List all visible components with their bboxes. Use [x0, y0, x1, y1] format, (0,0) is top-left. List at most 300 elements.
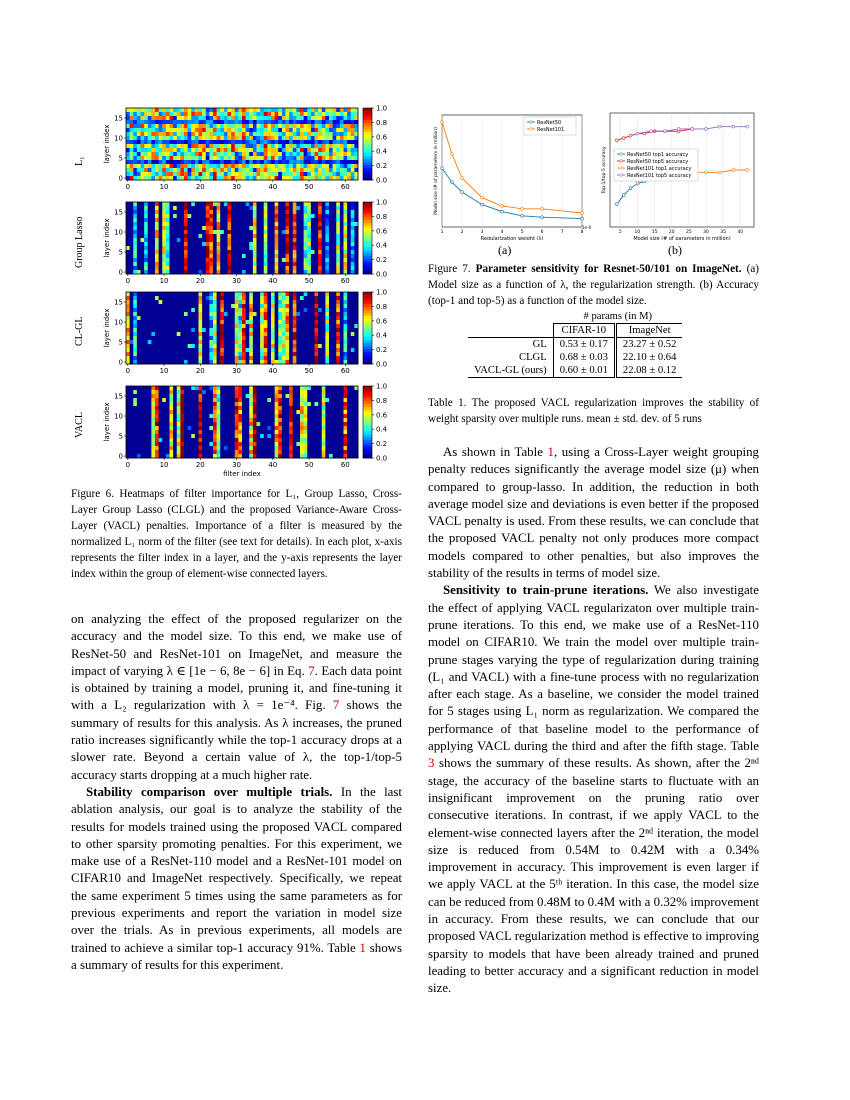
heatmap-cell [209, 442, 213, 446]
heatmap-cell [148, 152, 152, 156]
heatmap-cell [257, 394, 261, 398]
heatmap-cell [235, 386, 239, 390]
heatmap-cell [271, 168, 275, 172]
heatmap-cell [155, 430, 159, 434]
heatmap-cell [304, 426, 308, 430]
heatmap-cell [275, 352, 279, 356]
heatmap-cell [206, 234, 210, 238]
heatmap-cell [170, 406, 174, 410]
heatmap-cell [148, 218, 152, 222]
heatmap-cell [155, 398, 159, 402]
heatmap-cell [238, 222, 242, 226]
heatmap-cell [300, 172, 304, 176]
heatmap-cell [173, 202, 177, 206]
heatmap-cell [151, 438, 155, 442]
heatmap-cell [166, 296, 170, 300]
heatmap-cell [336, 156, 340, 160]
heatmap-cell [220, 316, 224, 320]
heatmap-cell [213, 442, 217, 446]
heatmap-cell [253, 214, 257, 218]
heatmap-cell [177, 258, 181, 262]
heatmap-cell [141, 336, 145, 340]
heatmap-cell [170, 336, 174, 340]
heatmap-cell [166, 132, 170, 136]
heatmap-cell [315, 390, 319, 394]
heatmap-cell [278, 430, 282, 434]
heatmap-cell [286, 406, 290, 410]
x-tick-label: 50 [304, 183, 314, 191]
heatmap-cell [286, 442, 290, 446]
heatmap-cell [253, 152, 257, 156]
heatmap-cell [242, 450, 246, 454]
heatmap-cell [264, 230, 268, 234]
heatmap-cell [311, 246, 315, 250]
heatmap-cell [318, 308, 322, 312]
heatmap-cell [275, 238, 279, 242]
heatmap-cell [141, 140, 145, 144]
heatmap-cell [141, 234, 145, 238]
heatmap-cell [188, 250, 192, 254]
heatmap-cell [148, 230, 152, 234]
heatmap-cell [213, 292, 217, 296]
heatmap-cell [311, 234, 315, 238]
heatmap-cell [188, 394, 192, 398]
heatmap-cell [228, 112, 232, 116]
heatmap-cell [325, 406, 329, 410]
heatmap-cell [148, 250, 152, 254]
heatmap-cell [293, 254, 297, 258]
heatmap-cell [242, 116, 246, 120]
heatmap-cell [148, 160, 152, 164]
heatmap-cell [333, 312, 337, 316]
heatmap-cell [195, 116, 199, 120]
heatmap-cell [267, 344, 271, 348]
heatmap-cell [253, 112, 257, 116]
heatmap-cell [228, 304, 232, 308]
heatmap-cell [271, 112, 275, 116]
heatmap-cell [264, 292, 268, 296]
heatmap-cell [141, 108, 145, 112]
heatmap-cell [224, 136, 228, 140]
heatmap-cell [304, 258, 308, 262]
heatmap-cell [329, 230, 333, 234]
heatmap-cell [180, 120, 184, 124]
heatmap-cell [282, 230, 286, 234]
heatmap-cell [141, 152, 145, 156]
heatmap-cell [249, 124, 253, 128]
heatmap-cell [202, 312, 206, 316]
heatmap-cell [188, 148, 192, 152]
heatmap-cell [162, 164, 166, 168]
heatmap-cell [307, 324, 311, 328]
heatmap-cell [126, 250, 130, 254]
heatmap-cell [231, 112, 235, 116]
heatmap-cell [209, 336, 213, 340]
heatmap-cell [126, 108, 130, 112]
heatmap-cell [217, 140, 221, 144]
heatmap-cell [282, 250, 286, 254]
heatmap-cell [130, 426, 134, 430]
heatmap-cell [293, 234, 297, 238]
heatmap-cell [278, 250, 282, 254]
heatmap-cell [286, 242, 290, 246]
heatmap-cell [267, 246, 271, 250]
heatmap-cell [141, 418, 145, 422]
heatmap-cell [137, 152, 141, 156]
heatmap-cell [191, 152, 195, 156]
heatmap-cell [286, 422, 290, 426]
heatmap-cell [166, 320, 170, 324]
heatmap-cell [184, 128, 188, 132]
heatmap-cell [278, 344, 282, 348]
heatmap-cell [267, 414, 271, 418]
heatmap-cell [296, 300, 300, 304]
heatmap-cell [184, 226, 188, 230]
heatmap-cell [333, 254, 337, 258]
heatmap-cell [180, 324, 184, 328]
heatmap-cell [206, 230, 210, 234]
heatmap-cell [304, 108, 308, 112]
heatmap-cell [347, 308, 351, 312]
heatmap-cell [300, 164, 304, 168]
heatmap-cell [246, 242, 250, 246]
heatmap-cell [159, 418, 163, 422]
heatmap-cell [267, 320, 271, 324]
heatmap-cell [242, 234, 246, 238]
heatmap-cell [180, 172, 184, 176]
heatmap-cell [315, 446, 319, 450]
heatmap-cell [209, 340, 213, 344]
colorbar-step [363, 325, 372, 328]
heatmap-cell [195, 324, 199, 328]
heatmap-cell [206, 262, 210, 266]
heatmap-cell [278, 328, 282, 332]
heatmap-cell [260, 356, 264, 360]
heatmap-cell [162, 422, 166, 426]
heatmap-cell [347, 296, 351, 300]
heatmap-cell [228, 344, 232, 348]
heatmap-cell [311, 214, 315, 218]
x-tick-label: 10 [159, 367, 169, 375]
heatmap-cell [173, 332, 177, 336]
heatmap-cell [235, 242, 239, 246]
heatmap-cell [347, 300, 351, 304]
heatmap-cell [271, 226, 275, 230]
heatmap-cell [184, 312, 188, 316]
heatmap-cell [238, 152, 242, 156]
heatmap-cell [293, 202, 297, 206]
heatmap-cell [231, 132, 235, 136]
heatmap-cell [257, 242, 261, 246]
heatmap-cell [329, 128, 333, 132]
data-point [581, 212, 584, 215]
heatmap-cell [235, 230, 239, 234]
heatmap-cell [307, 202, 311, 206]
heatmap-cell [126, 402, 130, 406]
heatmap-cell [173, 238, 177, 242]
heatmap-cell [202, 430, 206, 434]
heatmap-cell [188, 434, 192, 438]
heatmap-cell [144, 292, 148, 296]
heatmap-cell [322, 344, 326, 348]
heatmap-cell [336, 402, 340, 406]
heatmap-cell [130, 296, 134, 300]
heatmap-cell [209, 300, 213, 304]
heatmap-cell [315, 222, 319, 226]
heatmap-cell [199, 418, 203, 422]
heatmap-cell [173, 430, 177, 434]
heatmap-cell [217, 308, 221, 312]
heatmap-cell [195, 148, 199, 152]
heatmap-cell [162, 132, 166, 136]
heatmap-cell [322, 202, 326, 206]
heatmap-cell [311, 434, 315, 438]
heatmap-cell [177, 422, 181, 426]
heatmap-cell [217, 426, 221, 430]
heatmap-cell [162, 430, 166, 434]
heatmap-cell [351, 348, 355, 352]
heatmap-cell [300, 124, 304, 128]
heatmap-cell [289, 172, 293, 176]
heatmap-cell [159, 332, 163, 336]
heatmap-cell [217, 406, 221, 410]
heatmap-cell [242, 394, 246, 398]
heatmap-cell [271, 206, 275, 210]
heatmap-cell [347, 136, 351, 140]
heatmap-cell [141, 348, 145, 352]
heatmap-cell [264, 406, 268, 410]
heatmap-cell [228, 214, 232, 218]
heatmap-cell [235, 414, 239, 418]
heatmap-cell [351, 312, 355, 316]
heatmap-cell [336, 328, 340, 332]
heatmap-cell [148, 246, 152, 250]
heatmap-cell [271, 296, 275, 300]
heatmap-cell [315, 430, 319, 434]
heatmap-cell [228, 438, 232, 442]
heatmap-cell [173, 258, 177, 262]
heatmap-cell [340, 152, 344, 156]
heatmap-cell [336, 226, 340, 230]
heatmap-cell [340, 386, 344, 390]
heatmap-cell [318, 266, 322, 270]
heatmap-cell [224, 352, 228, 356]
heatmap-cell [267, 356, 271, 360]
heatmap-cell [209, 168, 213, 172]
heatmap-cell [180, 348, 184, 352]
heatmap-cell [340, 214, 344, 218]
heatmap-cell [322, 148, 326, 152]
heatmap-cell [286, 312, 290, 316]
heatmap-cell [344, 304, 348, 308]
heatmap-cell [333, 390, 337, 394]
colorbar-tick-label: 0.6 [376, 317, 388, 326]
heatmap-cell [267, 148, 271, 152]
heatmap-cell [224, 324, 228, 328]
legend-marker [530, 128, 533, 131]
heatmap-cell [166, 300, 170, 304]
heatmap-cell [242, 164, 246, 168]
heatmap-cell [238, 340, 242, 344]
heatmap-cell [199, 160, 203, 164]
heatmap-cell [126, 242, 130, 246]
heatmap-cell [137, 116, 141, 120]
heatmap-cell [191, 116, 195, 120]
heatmap-cell [322, 328, 326, 332]
heatmap-cell [311, 120, 315, 124]
heatmap-cell [278, 164, 282, 168]
heatmap-cell [333, 160, 337, 164]
heatmap-cell [137, 136, 141, 140]
heatmap-cell [220, 112, 224, 116]
heatmap-cell [177, 316, 181, 320]
heatmap-cell [307, 266, 311, 270]
heatmap-cell [166, 218, 170, 222]
heatmap-cell [217, 296, 221, 300]
heatmap-cell [126, 238, 130, 242]
heatmap-cell [296, 394, 300, 398]
heatmap-cell [282, 316, 286, 320]
heatmap-cell [336, 210, 340, 214]
heatmap-cell [347, 426, 351, 430]
heatmap-cell [155, 202, 159, 206]
data-point [615, 139, 618, 142]
heatmap-cell [199, 356, 203, 360]
heatmap-cell [231, 406, 235, 410]
heatmap-cell [202, 356, 206, 360]
heatmap-cell [307, 398, 311, 402]
heatmap-cell [220, 352, 224, 356]
heatmap-cell [351, 250, 355, 254]
heatmap-cell [202, 398, 206, 402]
heatmap-cell [151, 320, 155, 324]
heatmap-cell [246, 168, 250, 172]
heatmap-cell [180, 328, 184, 332]
heatmap-cell [202, 336, 206, 340]
heatmap-cell [344, 242, 348, 246]
heatmap-cell [206, 242, 210, 246]
heatmap-cell [173, 296, 177, 300]
heatmap-cell [209, 266, 213, 270]
heatmap-cell [184, 324, 188, 328]
heatmap-cell [206, 132, 210, 136]
heatmap-cell [267, 226, 271, 230]
heatmap-cell [300, 262, 304, 266]
heatmap-cell [257, 168, 261, 172]
heatmap-cell [133, 136, 137, 140]
heatmap-cell [166, 332, 170, 336]
heatmap-cell [224, 202, 228, 206]
heatmap-cell [199, 410, 203, 414]
heatmap-cell [141, 136, 145, 140]
heatmap-cell [228, 402, 232, 406]
heatmap-cell [286, 136, 290, 140]
heatmap-cell [315, 238, 319, 242]
heatmap-cell [137, 320, 141, 324]
heatmap-cell [155, 406, 159, 410]
heatmap-cell [315, 206, 319, 210]
heatmap-cell [264, 266, 268, 270]
heatmap-cell [300, 238, 304, 242]
heatmap-cell [228, 386, 232, 390]
heatmap-cell [340, 320, 344, 324]
heatmap-cell [195, 348, 199, 352]
heatmap-cell [213, 160, 217, 164]
heatmap-cell [286, 308, 290, 312]
heatmap-cell [206, 438, 210, 442]
heatmap-cell [213, 266, 217, 270]
heatmap-cell [300, 148, 304, 152]
heatmap-cell [347, 418, 351, 422]
heatmap-cell [249, 340, 253, 344]
heatmap-cell [173, 160, 177, 164]
heatmap-cell [315, 418, 319, 422]
heatmap-cell [206, 410, 210, 414]
heatmap-cell [231, 394, 235, 398]
heatmap-cell [188, 390, 192, 394]
heatmap-cell [344, 132, 348, 136]
heatmap-cell [155, 160, 159, 164]
heatmap-cell [304, 410, 308, 414]
ref-fig-7[interactable]: 7 [332, 698, 340, 713]
heatmap-cell [340, 140, 344, 144]
x-tick-label: 2 [460, 230, 464, 235]
heatmap-cell [209, 296, 213, 300]
heatmap-cell [296, 128, 300, 132]
heatmap-cell [300, 390, 304, 394]
heatmap-cell [296, 258, 300, 262]
heatmap-cell [170, 328, 174, 332]
heatmap-cell [278, 120, 282, 124]
colorbar-step [363, 389, 372, 392]
ref-table-1[interactable]: 1 [359, 940, 366, 955]
heatmap-cell [180, 144, 184, 148]
heatmap-cell [141, 352, 145, 356]
heatmap-cell [325, 300, 329, 304]
heatmap-cell [249, 390, 253, 394]
heatmap-cell [257, 320, 261, 324]
heatmap-cell [311, 438, 315, 442]
heatmap-cell [351, 262, 355, 266]
heatmap-cell [141, 426, 145, 430]
heatmap-cell [206, 214, 210, 218]
heatmap-cell [166, 234, 170, 238]
heatmap-cell [170, 320, 174, 324]
heatmap-cell [217, 398, 221, 402]
data-point [746, 125, 749, 128]
heatmap-cell [159, 398, 163, 402]
heatmap-cell [228, 418, 232, 422]
heatmap-cell [264, 152, 268, 156]
heatmap-cell [336, 296, 340, 300]
heatmap-cell [180, 430, 184, 434]
heatmap-cell [300, 402, 304, 406]
heatmap-cell [137, 246, 141, 250]
heatmap-cell [322, 254, 326, 258]
heatmap-cell [267, 242, 271, 246]
ref-eq-7[interactable]: 7 [308, 663, 315, 678]
heatmap-cell [141, 430, 145, 434]
heatmap-cell [304, 132, 308, 136]
heatmap-cell [235, 112, 239, 116]
heatmap-cell [307, 164, 311, 168]
heatmap-cell [347, 328, 351, 332]
heatmap-cell [296, 144, 300, 148]
heatmap-cell [318, 128, 322, 132]
heatmap-cell [177, 340, 181, 344]
heatmap-cell [224, 398, 228, 402]
heatmap-cell [224, 426, 228, 430]
